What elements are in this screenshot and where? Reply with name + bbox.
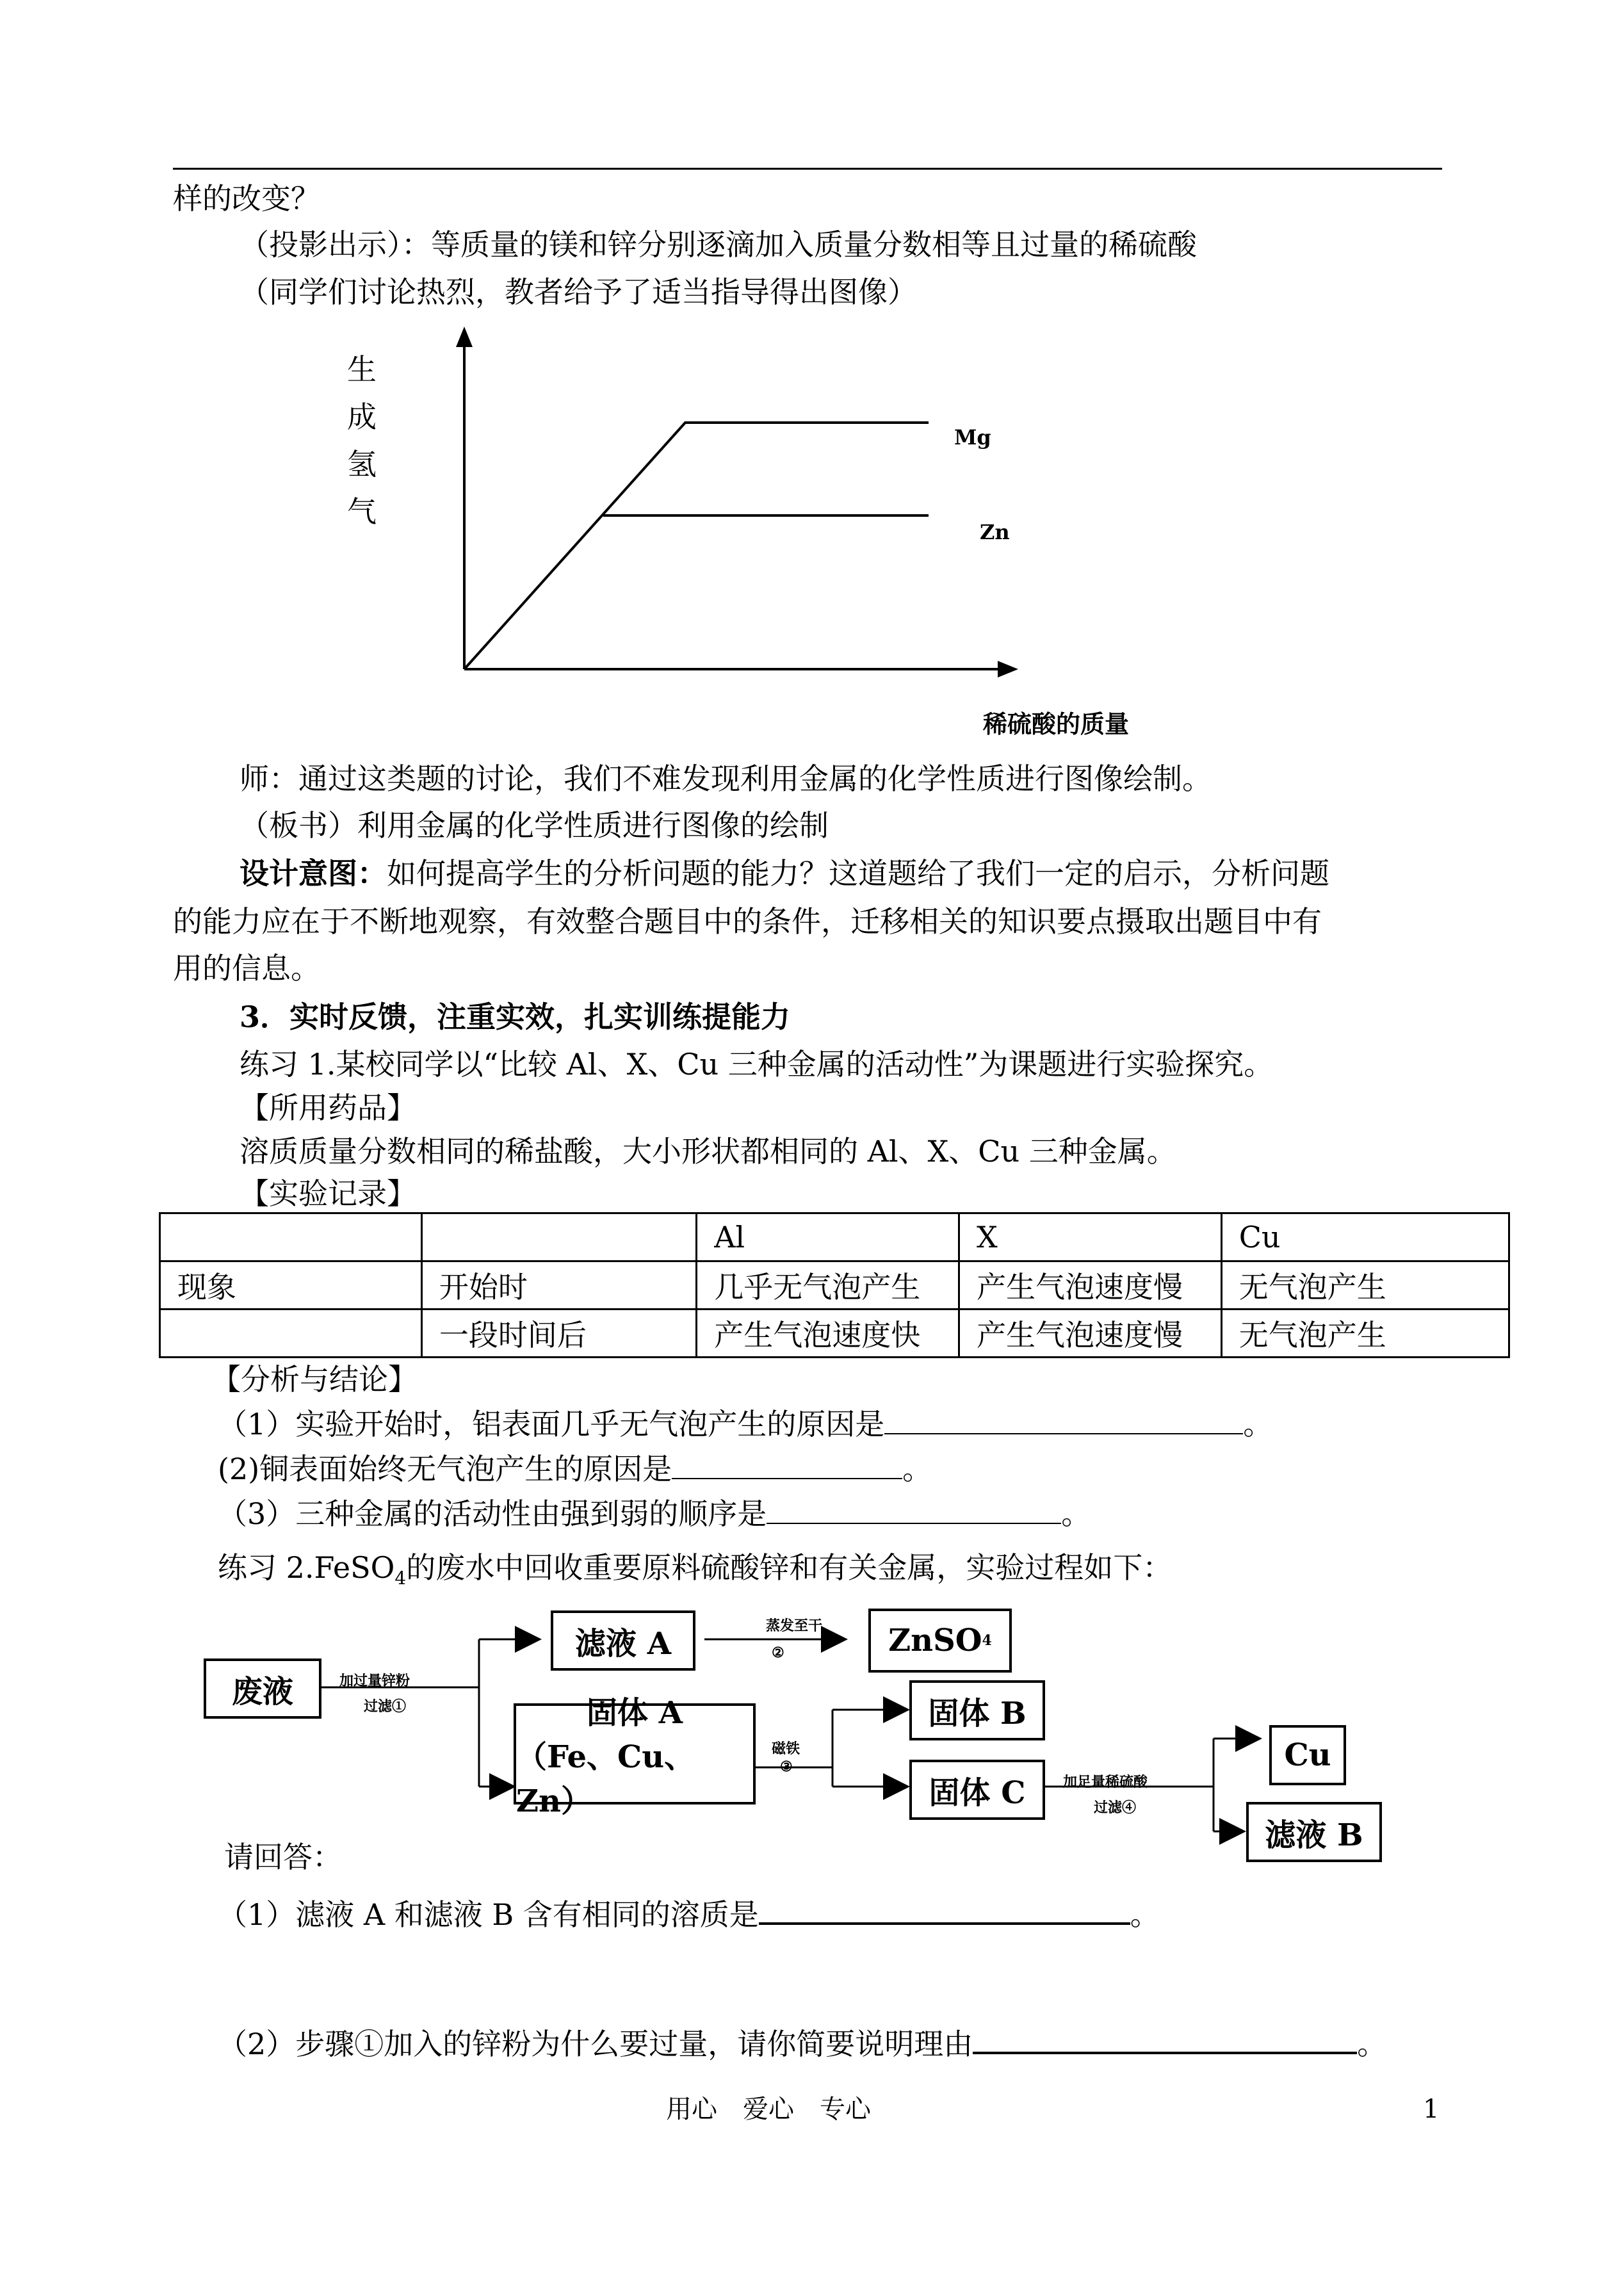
znso4-box: ZnSO 4: [868, 1609, 1012, 1673]
answer-1: （1）滤液 A 和滤液 B 含有相同的溶质是 。: [218, 1897, 1160, 1932]
filtrate-b-box: 滤液 B: [1246, 1802, 1382, 1862]
hydrogen-chart: [333, 320, 1230, 756]
answer-blank[interactable]: [767, 1497, 1061, 1524]
table-cell: 一段时间后: [421, 1310, 696, 1358]
header-rule: [173, 168, 1442, 170]
answer-blank[interactable]: [672, 1452, 902, 1479]
record-heading: 【实验记录】: [240, 1176, 416, 1211]
question-1: （1）实验开始时，铝表面几乎无气泡产生的原因是 。: [218, 1407, 1273, 1441]
table-cell: 产生气泡速度慢: [959, 1261, 1221, 1310]
answer-blank[interactable]: [884, 1407, 1243, 1434]
filtrate-a-box: 滤液 A: [551, 1610, 695, 1671]
table-cell: 无气泡产生: [1221, 1310, 1509, 1358]
solid-a-box: 固体 A （Fe、Cu、Zn）: [514, 1703, 756, 1804]
experiment-table: [159, 1212, 1510, 1358]
footer-motto: 用心 爱心 专心: [666, 2095, 871, 2124]
solid-c-box: 固体 C: [909, 1760, 1045, 1820]
text-line: （投影出示）：等质量的镁和锌分别逐滴加入质量分数相等且过量的稀硫酸: [240, 227, 1197, 262]
design-line-1: 设计意图：如何提高学生的分析问题的能力？这道题给了我们一定的启示，分析问题: [240, 856, 1329, 891]
drugs-text: 溶质质量分数相同的稀盐酸，大小形状都相同的 Al、X、Cu 三种金属。: [240, 1134, 1176, 1169]
step-4-label: 加足量稀硫酸: [1063, 1774, 1148, 1790]
table-cell: Al: [697, 1213, 959, 1261]
table-cell: 无气泡产生: [1221, 1261, 1509, 1310]
design-line-3: 用的信息。: [173, 951, 320, 985]
table-cell: [160, 1310, 422, 1358]
x-axis-label: 稀硫酸的质量: [983, 710, 1130, 738]
table-cell: [421, 1213, 696, 1261]
analysis-heading: 【分析与结论】: [211, 1362, 418, 1397]
series-label-zn: Zn: [980, 520, 1010, 544]
table-cell: 产生气泡速度快: [697, 1310, 959, 1358]
step-4b-label: 过滤④: [1094, 1799, 1137, 1816]
step-3b-label: ③: [780, 1758, 793, 1775]
text-line: 师：通过这类题的讨论，我们不难发现利用金属的化学性质进行图像绘制。: [240, 761, 1212, 796]
series-label-mg: Mg: [954, 425, 991, 450]
cu-box: Cu: [1269, 1725, 1346, 1785]
table-cell: 开始时: [421, 1261, 696, 1310]
table-row: [160, 1261, 1509, 1310]
text-line: （板书）利用金属的化学性质进行图像的绘制: [240, 808, 829, 843]
table-cell: X: [959, 1213, 1221, 1261]
design-line-2: 的能力应在于不断地观察，有效整合题目中的条件，迁移相关的知识要点摄取出题目中有: [173, 904, 1322, 939]
table-row: [160, 1310, 1509, 1358]
exercise-1: 练习 1.某校同学以“比较 Al、X、Cu 三种金属的活动性”为课题进行实验探究。: [240, 1047, 1274, 1082]
waste-liquid-box: 废液: [204, 1658, 321, 1719]
table-header-row: [160, 1213, 1509, 1261]
step-1-label: 加过量锌粉: [339, 1673, 410, 1689]
y-axis-label: 生成氢气: [347, 352, 377, 529]
y-axis-arrow: [456, 327, 473, 347]
step-3-label: 磁铁: [772, 1740, 800, 1757]
page-number: 1: [1423, 2095, 1440, 2124]
section-heading: 3．实时反馈，注重实效，扎实训练提能力: [240, 1000, 791, 1034]
answer-blank[interactable]: [973, 2026, 1357, 2054]
question-2: (2)铜表面始终无气泡产生的原因是 。: [218, 1452, 932, 1486]
table-cell: Cu: [1221, 1213, 1509, 1261]
table-cell: [160, 1213, 422, 1261]
exercise-2: 练习 2.FeSO$_4$的废水中回收重要原料硫酸锌和有关金属，实验过程如下：: [218, 1550, 1173, 1589]
x-axis-arrow: [998, 661, 1018, 677]
solid-b-box: 固体 B: [909, 1680, 1045, 1740]
text-line: 样的改变？: [173, 181, 320, 216]
table-cell: 产生气泡速度慢: [959, 1310, 1221, 1358]
question-3: （3）三种金属的活动性由强到弱的顺序是 。: [218, 1496, 1091, 1531]
please-answer: 请回答：: [224, 1840, 342, 1874]
answer-blank[interactable]: [759, 1897, 1130, 1925]
flow-connectors: [192, 1594, 1409, 1876]
series-mg-line: [464, 423, 929, 669]
text-line: （同学们讨论热烈，教者给予了适当指导得出图像）: [240, 275, 917, 309]
step-2b-label: ②: [772, 1644, 784, 1661]
drugs-heading: 【所用药品】: [240, 1091, 416, 1125]
table-cell: 几乎无气泡产生: [697, 1261, 959, 1310]
step-2-label: 蒸发至干: [766, 1618, 823, 1634]
answer-2: （2）步骤①加入的锌粉为什么要过量，请你简要说明理由 。: [218, 2027, 1387, 2061]
table-cell: 现象: [160, 1261, 422, 1310]
step-1b-label: 过滤①: [364, 1698, 407, 1715]
